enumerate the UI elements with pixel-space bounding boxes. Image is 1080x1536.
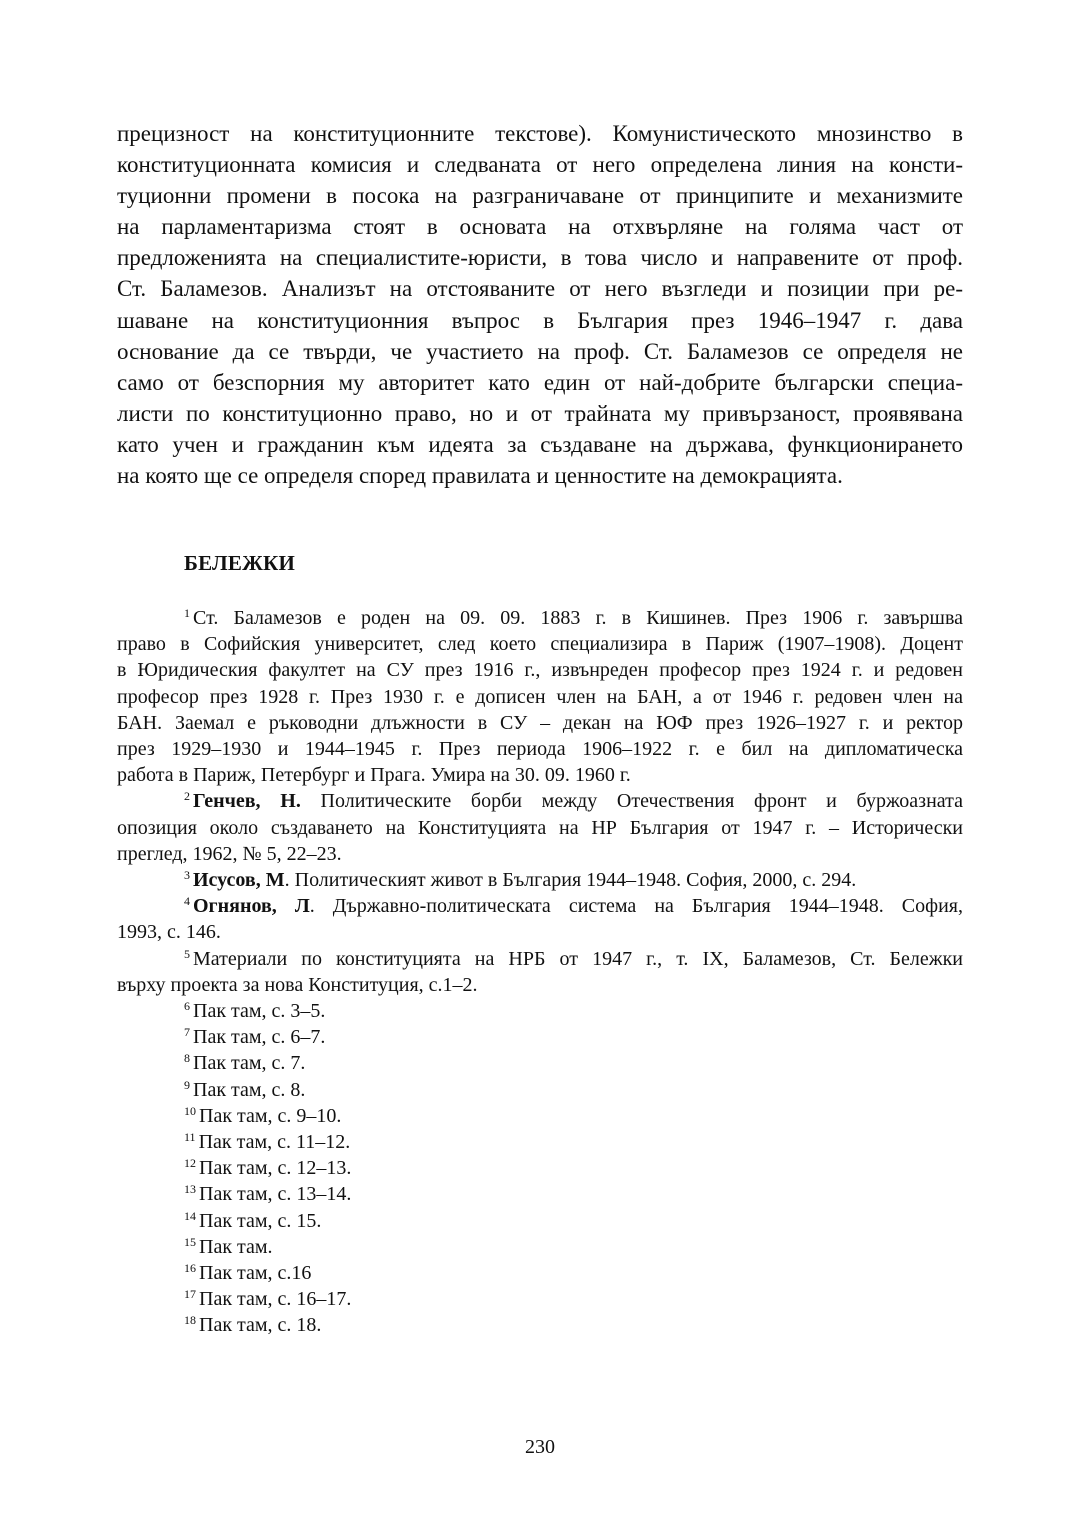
footnote <box>117 605 963 788</box>
footnote <box>117 1129 963 1155</box>
footnote-line <box>117 867 963 893</box>
footnote <box>117 867 963 893</box>
footnote <box>117 1155 963 1181</box>
footnote-line <box>117 631 963 657</box>
footnote-number: 2 <box>184 789 190 804</box>
footnote-text: опозиция около създаването на Конституцията на НР България от 1947 г. – Исторически <box>117 816 963 839</box>
body-line: на която ще се определя според правилата и ценностите на демокрацията. <box>117 463 843 489</box>
footnote-line <box>117 1129 963 1155</box>
body-line: като учен и гражданин към идеята за създаване на държава, функционирането <box>117 431 963 457</box>
footnote-text: през 1929–1930 и 1944–1945 г. През периода 1906–1922 г. е бил на дипломатическа <box>117 738 963 761</box>
footnote-line <box>117 1103 963 1129</box>
footnote-text: Пак там, с.16 <box>199 1262 312 1285</box>
footnote-number: 1 <box>184 606 190 620</box>
footnote-line <box>117 1286 963 1312</box>
footnote-line <box>117 788 963 814</box>
footnote-author: Исусов, М <box>193 869 285 892</box>
footnote-number: 5 <box>184 946 190 961</box>
footnote <box>117 1181 963 1207</box>
footnote-text: работа в Париж, Петербург и Прага. Умира на 30. 09. 1960 г. <box>117 764 631 787</box>
body-paragraph <box>117 118 963 491</box>
footnote-text: Пак там, с. 15. <box>199 1209 322 1232</box>
footnote <box>117 1024 963 1050</box>
footnote-text: Пак там, с. 12–13. <box>199 1157 352 1180</box>
footnote-number: 9 <box>184 1077 190 1092</box>
footnote-number: 14 <box>184 1208 196 1223</box>
footnote <box>117 1260 963 1286</box>
footnote-line <box>117 1312 963 1338</box>
footnote <box>117 1286 963 1312</box>
footnote-text: право в Софийския университет, след което специализира в Париж (1907–1908). Доцент <box>117 633 963 656</box>
footnote-line <box>117 998 963 1024</box>
footnote-line <box>117 684 963 710</box>
footnote-text: преглед, 1962, № 5, 22–23. <box>117 842 342 865</box>
footnote <box>117 1312 963 1338</box>
footnote-number: 16 <box>184 1261 196 1276</box>
footnote <box>117 946 963 998</box>
footnote-line <box>117 841 963 867</box>
footnote-text: Пак там, с. 11–12. <box>198 1131 351 1154</box>
body-line: Ст. Баламезов. Анализът на отстояваните от него възгледи и позиции при ре- <box>117 276 963 302</box>
footnote-line <box>117 1155 963 1181</box>
footnote-number: 11 <box>184 1130 196 1145</box>
footnote-line <box>117 736 963 762</box>
footnote-author: Генчев, Н. <box>193 790 301 813</box>
notes-heading: БЕЛЕЖКИ <box>184 551 295 575</box>
footnote-line <box>117 1208 963 1234</box>
footnote-text: Пак там, с. 3–5. <box>193 1000 326 1023</box>
footnote-line <box>117 1260 963 1286</box>
footnote-number: 17 <box>184 1287 196 1302</box>
footnote-line <box>117 605 963 631</box>
footnote <box>117 893 963 945</box>
footnote-text: Пак там, с. 7. <box>193 1052 306 1075</box>
footnote-line <box>117 919 963 945</box>
body-line: шаване на конституционния въпрос в България през 1946–1947 г. дава <box>117 307 963 333</box>
footnote-number: 7 <box>184 1025 190 1040</box>
footnote-number: 3 <box>184 868 190 883</box>
footnote-line <box>117 946 963 972</box>
body-line: листи по конституционно право, но и от трайната му привързаност, проявявана <box>117 400 963 426</box>
footnote-line <box>117 1181 963 1207</box>
footnote-text: Пак там, с. 13–14. <box>199 1183 352 1206</box>
footnote-number: 4 <box>184 894 190 909</box>
footnote <box>117 788 963 867</box>
body-line: само от безспорния му авторитет като един от най-добрите български специа- <box>117 369 963 395</box>
body-line: туционни промени в посока на разграничаване от принципите и механизмите <box>117 183 963 209</box>
notes-list <box>117 605 963 1339</box>
body-line: на парламентаризма стоят в основата на отхвърляне на голяма част от <box>117 214 963 240</box>
footnote-author: Огнянов, Л <box>193 895 310 918</box>
footnote-text: Материали по конституцията на НРБ от 1947 г., т. IX, Баламезов, Ст. Бележки <box>193 947 963 970</box>
body-line: предложенията на специалистите-юристи, в това число и направените от проф. <box>117 245 963 271</box>
footnote-text: в Юридическия факултет на СУ през 1916 г., извънреден професор през 1924 г. и редовен <box>117 659 963 682</box>
footnote-text: Пак там, с. 8. <box>193 1078 306 1101</box>
footnote-line <box>117 1050 963 1076</box>
footnote-number: 6 <box>184 999 190 1014</box>
footnote-text: професор през 1928 г. През 1930 г. е дописен член на БАН, а от 1946 г. редовен член на <box>117 685 963 708</box>
footnote-number: 8 <box>184 1051 190 1066</box>
footnote-line <box>117 1077 963 1103</box>
footnote-text: Пак там. <box>199 1235 273 1258</box>
footnote-text: върху проекта за нова Конституция, с.1–2. <box>117 973 478 996</box>
footnote-text: БАН. Заемал е ръководни длъжности в СУ – декан на ЮФ през 1926–1927 г. и ректор <box>117 711 963 734</box>
footnote-line <box>117 1024 963 1050</box>
footnote <box>117 1234 963 1260</box>
footnote-text: . Държавно-политическата система на България 1944–1948. София, <box>309 895 963 918</box>
footnote <box>117 1208 963 1234</box>
footnote-text: . Политическият живот в България 1944–1948. София, 2000, с. 294. <box>284 869 857 892</box>
footnote-line <box>117 762 963 788</box>
footnote-number: 13 <box>184 1182 196 1197</box>
footnote <box>117 1103 963 1129</box>
footnote-line <box>117 815 963 841</box>
footnote-line <box>117 657 963 683</box>
footnote-text: Политическите борби между Отечествения фронт и буржоазната <box>300 790 963 813</box>
footnote-text: Пак там, с. 18. <box>199 1314 322 1337</box>
footnote-number: 12 <box>184 1156 196 1171</box>
footnote-text: Пак там, с. 6–7. <box>193 1026 326 1049</box>
footnote-line <box>117 710 963 736</box>
footnote <box>117 1050 963 1076</box>
page-number: 230 <box>525 1436 555 1458</box>
body-line: прецизност на конституционните текстове). Комунистическото мнозинство в <box>117 121 963 146</box>
footnote-number: 15 <box>184 1234 196 1249</box>
footnote-text: Пак там, с. 9–10. <box>199 1104 342 1127</box>
footnote <box>117 998 963 1024</box>
footnote-line <box>117 972 963 998</box>
body-line: конституционната комисия и следваната от него определена линия на консти- <box>117 152 963 178</box>
footnote-number: 18 <box>184 1313 196 1328</box>
footnote-text: 1993, с. 146. <box>117 921 221 944</box>
footnote-number: 10 <box>184 1103 196 1118</box>
body-line: основание да се твърди, че участието на проф. Ст. Баламезов се определя не <box>117 338 963 364</box>
footnote-text: Пак там, с. 16–17. <box>199 1288 352 1311</box>
footnote-line <box>117 1234 963 1260</box>
footnote-line <box>117 893 963 919</box>
footnote <box>117 1077 963 1103</box>
footnote-text: Ст. Баламезов е роден на 09. 09. 1883 г. в Кишинев. През 1906 г. завършва <box>193 607 963 629</box>
